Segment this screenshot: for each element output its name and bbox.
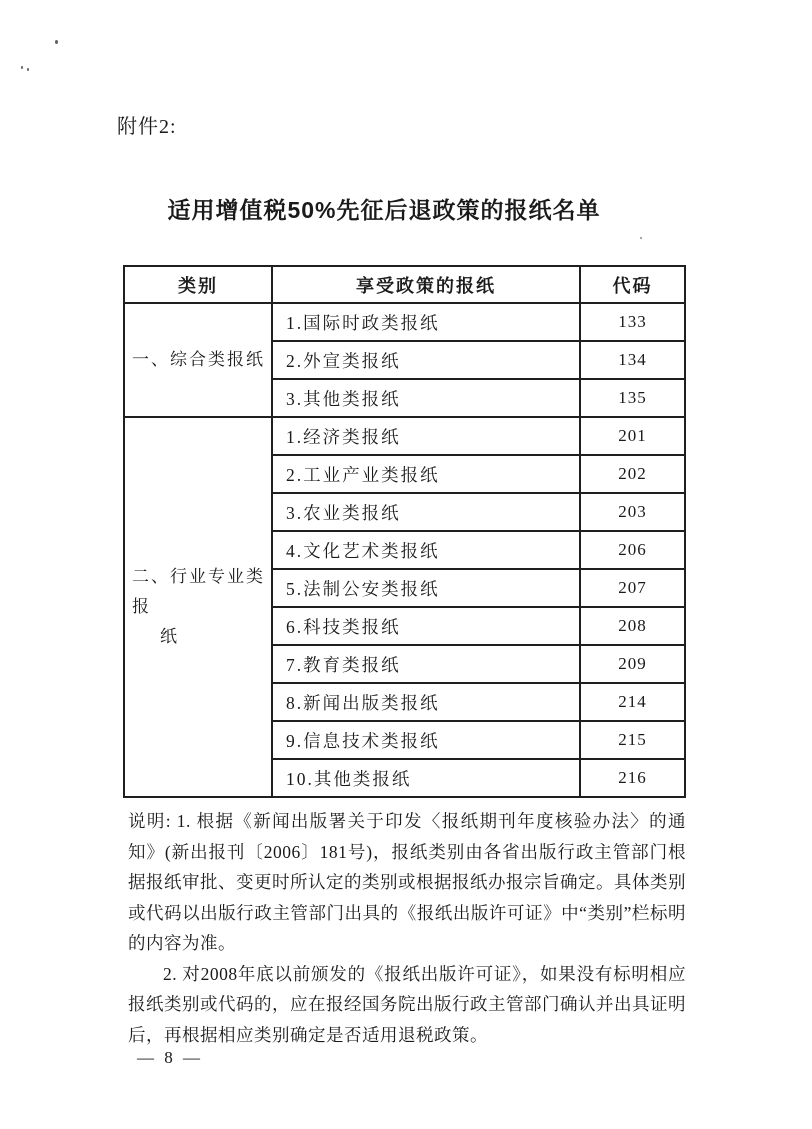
code-cell: 135 — [580, 379, 685, 417]
newspaper-cell: 8.新闻出版类报纸 — [272, 683, 580, 721]
code-cell: 202 — [580, 455, 685, 493]
table-row — [124, 417, 685, 455]
category-label-wrap: 纸 — [160, 627, 179, 646]
newspaper-cell: 4.文化艺术类报纸 — [272, 531, 580, 569]
table-row — [124, 303, 685, 341]
newspaper-cell: 5.法制公安类报纸 — [272, 569, 580, 607]
category-cell-industry — [124, 417, 272, 797]
column-header-newspaper: 享受政策的报纸 — [272, 266, 580, 303]
newspaper-cell: 2.工业产业类报纸 — [272, 455, 580, 493]
newspaper-cell: 3.农业类报纸 — [272, 493, 580, 531]
note-paragraph-1: 说明: 1. 根据《新闻出版署关于印发〈报纸期刊年度核验办法〉的通知》(新出报刊〔2006〕181号)，报纸类别由各省出版行政主管部门根据报纸审批、变更时所认定的类别或根据报纸办报宗旨确定。具体类别或代码以出版行政主管部门出具的《报纸出版许可证》中“类别”栏标明的内容为准。 — [128, 811, 686, 953]
newspaper-category-table — [123, 265, 686, 798]
code-cell: 214 — [580, 683, 685, 721]
code-cell: 206 — [580, 531, 685, 569]
newspaper-cell: 9.信息技术类报纸 — [272, 721, 580, 759]
code-cell: 201 — [580, 417, 685, 455]
scan-speck — [55, 40, 58, 44]
code-cell: 133 — [580, 303, 685, 341]
code-cell: 215 — [580, 721, 685, 759]
newspaper-cell: 1.经济类报纸 — [272, 417, 580, 455]
code-cell: 208 — [580, 607, 685, 645]
code-cell: 216 — [580, 759, 685, 797]
attachment-label: 附件2: — [117, 116, 177, 138]
note-paragraph-2: 2. 对2008年底以前颁发的《报纸出版许可证》，如果没有标明相应报纸类别或代码的，应在报经国务院出版行政主管部门确认并出具证明后，再根据相应类别确定是否适用退税政策。 — [128, 963, 686, 1045]
newspaper-cell: 7.教育类报纸 — [272, 645, 580, 683]
column-header-category: 类别 — [124, 266, 272, 303]
code-cell: 203 — [580, 493, 685, 531]
newspaper-cell: 2.外宣类报纸 — [272, 341, 580, 379]
newspaper-cell: 1.国际时政类报纸 — [272, 303, 580, 341]
newspaper-cell: 6.科技类报纸 — [272, 607, 580, 645]
category-cell-comprehensive — [124, 303, 272, 417]
page-number: — 8 — — [137, 1048, 203, 1067]
category-label: 二、行业专业类报 — [132, 567, 265, 616]
category-label: 一、综合类报纸 — [132, 350, 265, 369]
newspaper-cell: 10.其他类报纸 — [272, 759, 580, 797]
table-header-row — [124, 266, 685, 303]
newspaper-cell: 3.其他类报纸 — [272, 379, 580, 417]
scan-speck — [21, 66, 23, 69]
scan-speck — [640, 237, 642, 239]
explanatory-notes — [128, 806, 686, 1050]
code-cell: 134 — [580, 341, 685, 379]
code-cell: 209 — [580, 645, 685, 683]
column-header-code: 代码 — [580, 266, 685, 303]
code-cell: 207 — [580, 569, 685, 607]
document-title: 适用增值税50%先征后退政策的报纸名单 — [167, 197, 601, 223]
